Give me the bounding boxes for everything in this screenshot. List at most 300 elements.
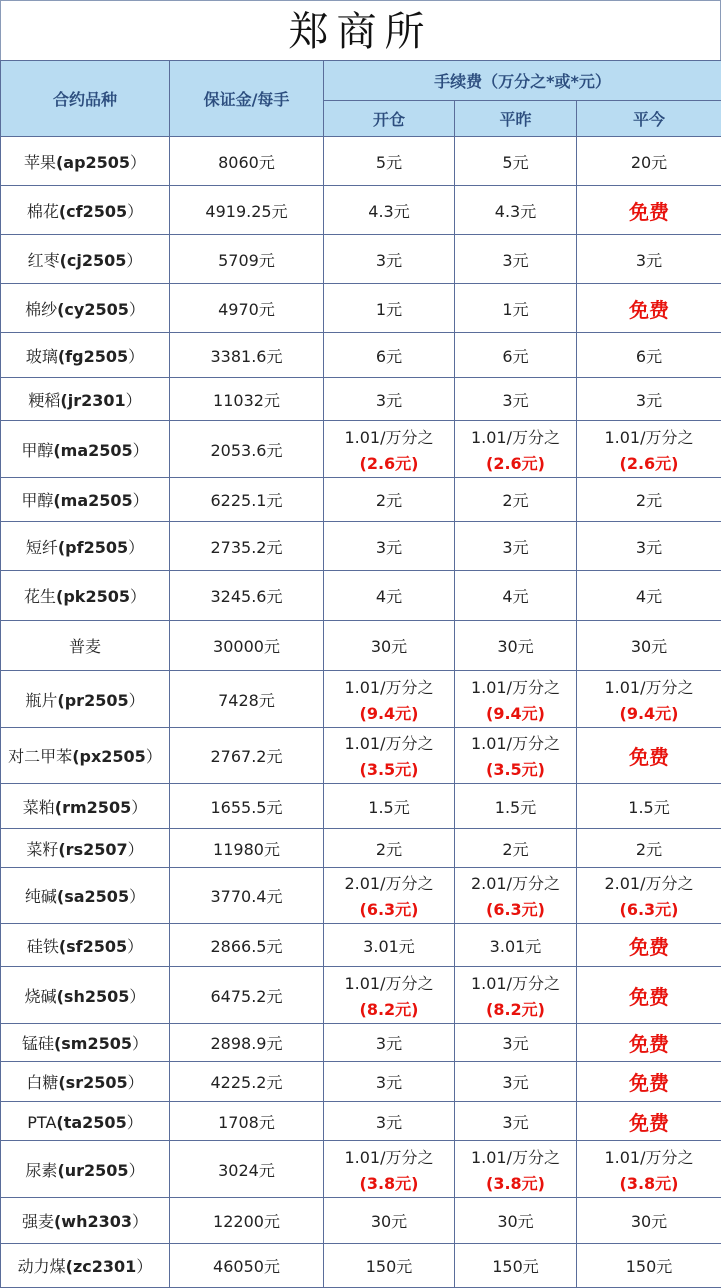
fee-cell (577, 571, 721, 621)
fee-value: 20元 (577, 150, 721, 173)
free-label: 免费 (629, 745, 669, 769)
table-row (1, 728, 721, 784)
fee-value: 1.01/万分之 (455, 1145, 576, 1168)
product-cell (1, 333, 170, 378)
contract-code-close: ） (128, 840, 144, 859)
margin-cell: 6475.2元 (170, 967, 324, 1024)
fee-cell (324, 186, 455, 235)
product-name: 甲醇 (21, 491, 53, 510)
table-row (1, 522, 721, 571)
table-row (1, 829, 721, 868)
fee-cell (455, 186, 577, 235)
contract-code: (rs2507 (58, 840, 127, 859)
fee-cell (324, 1062, 455, 1102)
fee-cell (455, 621, 577, 671)
contract-code: (sa2505 (57, 887, 129, 906)
product-name: 棉花 (27, 202, 59, 221)
fee-yuan-equivalent: (3.5元) (324, 757, 454, 780)
fee-yuan-equivalent: (6.3元) (577, 897, 721, 920)
fee-value: 3元 (455, 535, 576, 558)
fee-yuan-equivalent: (2.6元) (455, 451, 576, 474)
fee-value: 30元 (455, 1209, 576, 1232)
product-name: 玻璃 (26, 347, 58, 366)
fee-cell (455, 1244, 577, 1288)
fee-cell (324, 571, 455, 621)
fee-value: 30元 (455, 634, 576, 657)
fee-yuan-equivalent: (9.4元) (455, 701, 576, 724)
product-cell (1, 671, 170, 728)
fee-cell (455, 137, 577, 186)
contract-code: (ta2505 (56, 1113, 126, 1132)
fee-cell (324, 868, 455, 924)
table-row (1, 1198, 721, 1244)
contract-code: (px2505 (72, 747, 146, 766)
fee-value: 2元 (324, 837, 454, 860)
fee-value: 30元 (324, 634, 454, 657)
fee-cell (577, 784, 721, 829)
fee-cell (455, 571, 577, 621)
margin-cell: 8060元 (170, 137, 324, 186)
fee-cell (577, 421, 721, 478)
product-cell (1, 522, 170, 571)
table-row (1, 284, 721, 333)
margin-cell: 46050元 (170, 1244, 324, 1288)
product-name: 棉纱 (25, 300, 57, 319)
table-row (1, 621, 721, 671)
contract-code: (wh2303 (54, 1212, 132, 1231)
product-cell (1, 829, 170, 868)
product-name: PTA (27, 1113, 56, 1132)
header-close-yesterday: 平昨 (455, 101, 577, 137)
fee-cell (455, 284, 577, 333)
header-fee: 手续费（万分之*或*元） (324, 61, 721, 101)
fee-value: 3元 (324, 1070, 454, 1093)
product-name: 动力煤 (18, 1257, 66, 1276)
product-name: 硅铁 (27, 937, 59, 956)
fee-cell (577, 868, 721, 924)
contract-code: (rm2505 (55, 798, 131, 817)
fee-value: 6元 (577, 344, 721, 367)
fee-value: 1.01/万分之 (577, 425, 721, 448)
margin-cell: 1655.5元 (170, 784, 324, 829)
product-name: 尿素 (25, 1161, 57, 1180)
free-label: 免费 (629, 200, 669, 224)
fee-value: 5元 (324, 150, 454, 173)
fee-yuan-equivalent: (6.3元) (324, 897, 454, 920)
contract-code-close: ） (136, 1257, 152, 1276)
fee-free (577, 186, 721, 235)
margin-cell: 2735.2元 (170, 522, 324, 571)
fee-cell (455, 784, 577, 829)
fee-cell (324, 829, 455, 868)
table-row (1, 924, 721, 967)
fee-value: 3元 (324, 1031, 454, 1054)
contract-code: (jr2301 (60, 391, 125, 410)
fee-cell (455, 728, 577, 784)
contract-code-close: ） (128, 1073, 144, 1092)
fee-value: 3元 (455, 1110, 576, 1133)
product-cell (1, 621, 170, 671)
free-label: 免费 (629, 1111, 669, 1135)
table-row (1, 1244, 721, 1288)
fee-cell (455, 829, 577, 868)
product-cell (1, 186, 170, 235)
fee-free (577, 284, 721, 333)
fee-cell (324, 378, 455, 421)
fee-value: 1.01/万分之 (324, 731, 454, 754)
contract-code-close: ） (129, 987, 145, 1006)
product-name: 瓶片 (25, 691, 57, 710)
contract-code-close: ） (146, 747, 162, 766)
fee-cell (324, 967, 455, 1024)
product-name: 强麦 (22, 1212, 54, 1231)
product-name: 短纤 (26, 538, 58, 557)
contract-code-close: ） (128, 347, 144, 366)
product-name: 菜粕 (23, 798, 55, 817)
product-cell (1, 478, 170, 522)
contract-code-close: ） (130, 587, 146, 606)
product-name: 白糖 (26, 1073, 58, 1092)
product-name: 锰硅 (22, 1034, 54, 1053)
fee-value: 3元 (455, 1070, 576, 1093)
fee-yuan-equivalent: (3.8元) (324, 1171, 454, 1194)
fee-value: 150元 (577, 1254, 721, 1277)
contract-code-close: ） (129, 1161, 145, 1180)
fee-cell (577, 522, 721, 571)
fee-value: 3元 (455, 1031, 576, 1054)
fee-cell (455, 1102, 577, 1141)
fee-cell (577, 378, 721, 421)
fee-cell (455, 235, 577, 284)
contract-code: (ma2505 (53, 441, 132, 460)
margin-cell: 2053.6元 (170, 421, 324, 478)
table-row (1, 967, 721, 1024)
fee-free (577, 967, 721, 1024)
fee-cell (577, 1141, 721, 1198)
fee-value: 6元 (324, 344, 454, 367)
margin-cell: 4225.2元 (170, 1062, 324, 1102)
product-name: 花生 (24, 587, 56, 606)
fee-free (577, 728, 721, 784)
product-cell (1, 1198, 170, 1244)
fee-value: 3元 (455, 248, 576, 271)
contract-code-close: ） (129, 691, 145, 710)
contract-code-close: ） (132, 1212, 148, 1231)
fee-value: 2.01/万分之 (577, 871, 721, 894)
fee-cell (324, 671, 455, 728)
contract-code-close: ） (126, 251, 142, 270)
contract-code-close: ） (127, 937, 143, 956)
header-product: 合约品种 (1, 61, 170, 137)
contract-code-close: ） (131, 798, 147, 817)
fee-value: 30元 (577, 634, 721, 657)
fee-yuan-equivalent: (6.3元) (455, 897, 576, 920)
fee-yuan-equivalent: (3.8元) (577, 1171, 721, 1194)
fee-cell (324, 333, 455, 378)
contract-code: (sh2505 (57, 987, 130, 1006)
fee-cell (455, 924, 577, 967)
fee-cell (455, 1024, 577, 1062)
product-cell (1, 235, 170, 284)
product-cell (1, 421, 170, 478)
header-open: 开仓 (324, 101, 455, 137)
product-cell (1, 728, 170, 784)
fee-cell (324, 235, 455, 284)
fee-cell (577, 478, 721, 522)
fee-value: 1.01/万分之 (455, 425, 576, 448)
fee-value: 3元 (324, 535, 454, 558)
table-row (1, 378, 721, 421)
table-row (1, 421, 721, 478)
fee-cell (324, 924, 455, 967)
margin-cell: 11980元 (170, 829, 324, 868)
fee-value: 3元 (577, 248, 721, 271)
margin-cell: 7428元 (170, 671, 324, 728)
product-cell (1, 571, 170, 621)
product-cell (1, 1244, 170, 1288)
fee-yuan-equivalent: (3.5元) (455, 757, 576, 780)
table-row (1, 1062, 721, 1102)
fee-value: 1.01/万分之 (455, 675, 576, 698)
contract-code-close: ） (132, 1034, 148, 1053)
contract-code: (cy2505 (57, 300, 129, 319)
fee-cell (455, 1198, 577, 1244)
fee-value: 2元 (455, 837, 576, 860)
product-name: 红枣 (28, 251, 60, 270)
fee-cell (455, 671, 577, 728)
fee-cell (324, 1244, 455, 1288)
fee-value: 1.01/万分之 (324, 1145, 454, 1168)
fee-cell (455, 522, 577, 571)
fee-value: 3.01元 (455, 934, 576, 957)
fee-value: 4.3元 (324, 199, 454, 222)
fee-cell (324, 621, 455, 671)
page-title: 郑商所 (0, 0, 721, 60)
fee-cell (324, 784, 455, 829)
product-name: 烧碱 (25, 987, 57, 1006)
fee-value: 3元 (577, 535, 721, 558)
margin-cell: 3381.6元 (170, 333, 324, 378)
fee-value: 4元 (455, 584, 576, 607)
fee-cell (577, 333, 721, 378)
fee-value: 2.01/万分之 (455, 871, 576, 894)
fee-value: 5元 (455, 150, 576, 173)
table-row (1, 784, 721, 829)
fee-value: 1.01/万分之 (324, 971, 454, 994)
contract-code: (ma2505 (53, 491, 132, 510)
margin-cell: 3770.4元 (170, 868, 324, 924)
contract-code-close: ） (129, 887, 145, 906)
free-label: 免费 (629, 1071, 669, 1095)
fee-value: 3元 (324, 1110, 454, 1133)
fee-yuan-equivalent: (3.8元) (455, 1171, 576, 1194)
fee-cell (455, 868, 577, 924)
margin-cell: 5709元 (170, 235, 324, 284)
table-row (1, 137, 721, 186)
table-row (1, 478, 721, 522)
fee-value: 150元 (324, 1254, 454, 1277)
contract-code-close: ） (129, 300, 145, 319)
fee-cell (324, 137, 455, 186)
free-label: 免费 (629, 985, 669, 1009)
fee-cell (324, 284, 455, 333)
fee-cell (455, 421, 577, 478)
product-cell (1, 1062, 170, 1102)
contract-code: (pr2505 (57, 691, 128, 710)
fee-value: 4.3元 (455, 199, 576, 222)
contract-code: (sr2505 (58, 1073, 127, 1092)
margin-cell: 3245.6元 (170, 571, 324, 621)
contract-code: (cf2505 (59, 202, 127, 221)
header-close-today: 平今 (577, 101, 721, 137)
contract-code: (pk2505 (56, 587, 130, 606)
contract-code-close: ） (127, 202, 143, 221)
fee-value: 1元 (324, 297, 454, 320)
free-label: 免费 (629, 298, 669, 322)
margin-cell: 4970元 (170, 284, 324, 333)
margin-cell: 4919.25元 (170, 186, 324, 235)
table-row (1, 571, 721, 621)
margin-cell: 2866.5元 (170, 924, 324, 967)
header-margin: 保证金/每手 (170, 61, 324, 137)
fee-value: 4元 (324, 584, 454, 607)
table-row (1, 1102, 721, 1141)
fee-cell (324, 728, 455, 784)
fee-cell (324, 478, 455, 522)
product-cell (1, 784, 170, 829)
fee-free (577, 1102, 721, 1141)
fee-cell (455, 333, 577, 378)
contract-code-close: ） (128, 538, 144, 557)
fee-cell (324, 1102, 455, 1141)
fee-value: 3元 (577, 388, 721, 411)
fee-cell (577, 671, 721, 728)
table-row (1, 333, 721, 378)
product-cell (1, 1141, 170, 1198)
fee-cell (455, 1141, 577, 1198)
fee-value: 1.5元 (577, 795, 721, 818)
fee-value: 6元 (455, 344, 576, 367)
fee-value: 1.01/万分之 (577, 675, 721, 698)
contract-code-close: ） (130, 153, 146, 172)
fee-yuan-equivalent: (9.4元) (577, 701, 721, 724)
fee-value: 1元 (455, 297, 576, 320)
product-cell (1, 1024, 170, 1062)
fee-yuan-equivalent: (2.6元) (324, 451, 454, 474)
margin-cell: 30000元 (170, 621, 324, 671)
margin-cell: 11032元 (170, 378, 324, 421)
fee-free (577, 924, 721, 967)
fee-value: 3元 (324, 248, 454, 271)
fee-cell (577, 1198, 721, 1244)
fee-cell (324, 1198, 455, 1244)
fee-value: 1.01/万分之 (455, 971, 576, 994)
fee-yuan-equivalent: (2.6元) (577, 451, 721, 474)
free-label: 免费 (629, 1032, 669, 1056)
product-cell (1, 967, 170, 1024)
contract-code-close: ） (133, 491, 149, 510)
fee-free (577, 1024, 721, 1062)
fee-cell (455, 478, 577, 522)
margin-cell: 2767.2元 (170, 728, 324, 784)
fee-value: 150元 (455, 1254, 576, 1277)
contract-code: (sf2505 (59, 937, 127, 956)
fee-cell (455, 1062, 577, 1102)
product-name: 粳稻 (28, 391, 60, 410)
fee-value: 3.01元 (324, 934, 454, 957)
contract-code: (sm2505 (54, 1034, 132, 1053)
product-cell (1, 284, 170, 333)
free-label: 免费 (629, 935, 669, 959)
contract-code: (cj2505 (60, 251, 127, 270)
contract-code: (fg2505 (58, 347, 128, 366)
fee-yuan-equivalent: (8.2元) (455, 997, 576, 1020)
fee-value: 2元 (577, 837, 721, 860)
fee-cell (455, 967, 577, 1024)
fee-value: 2元 (324, 488, 454, 511)
fee-cell (577, 621, 721, 671)
fee-value: 2.01/万分之 (324, 871, 454, 894)
table-row (1, 868, 721, 924)
fee-value: 4元 (577, 584, 721, 607)
contract-code-close: ） (127, 1113, 143, 1132)
contract-code-close: ） (133, 441, 149, 460)
contract-code: (ap2505 (56, 153, 130, 172)
fee-cell (577, 1244, 721, 1288)
product-name: 普麦 (69, 637, 101, 656)
table-row (1, 1024, 721, 1062)
fee-value: 3元 (455, 388, 576, 411)
table-row (1, 186, 721, 235)
product-name: 对二甲苯 (8, 747, 72, 766)
product-cell (1, 1102, 170, 1141)
fee-value: 1.01/万分之 (324, 425, 454, 448)
product-cell (1, 378, 170, 421)
fee-cell (324, 1024, 455, 1062)
fee-value: 2元 (455, 488, 576, 511)
margin-cell: 3024元 (170, 1141, 324, 1198)
fee-yuan-equivalent: (8.2元) (324, 997, 454, 1020)
fee-free (577, 1062, 721, 1102)
margin-cell: 12200元 (170, 1198, 324, 1244)
contract-code: (pf2505 (58, 538, 128, 557)
contract-code: (zc2301 (66, 1257, 137, 1276)
margin-cell: 1708元 (170, 1102, 324, 1141)
product-cell (1, 924, 170, 967)
contract-code-close: ） (126, 391, 142, 410)
contract-code: (ur2505 (57, 1161, 128, 1180)
fee-cell (455, 378, 577, 421)
fee-cell (324, 1141, 455, 1198)
fee-value: 1.01/万分之 (577, 1145, 721, 1168)
product-name: 甲醇 (21, 441, 53, 460)
fee-value: 30元 (577, 1209, 721, 1232)
fee-value: 30元 (324, 1209, 454, 1232)
table-row (1, 235, 721, 284)
fee-cell (577, 137, 721, 186)
product-cell (1, 137, 170, 186)
fee-cell (324, 421, 455, 478)
fee-yuan-equivalent: (9.4元) (324, 701, 454, 724)
fee-cell (577, 235, 721, 284)
margin-cell: 2898.9元 (170, 1024, 324, 1062)
fee-cell (324, 522, 455, 571)
table-row (1, 1141, 721, 1198)
margin-cell: 6225.1元 (170, 478, 324, 522)
fee-value: 1.01/万分之 (455, 731, 576, 754)
fee-value: 1.5元 (324, 795, 454, 818)
product-name: 苹果 (24, 153, 56, 172)
